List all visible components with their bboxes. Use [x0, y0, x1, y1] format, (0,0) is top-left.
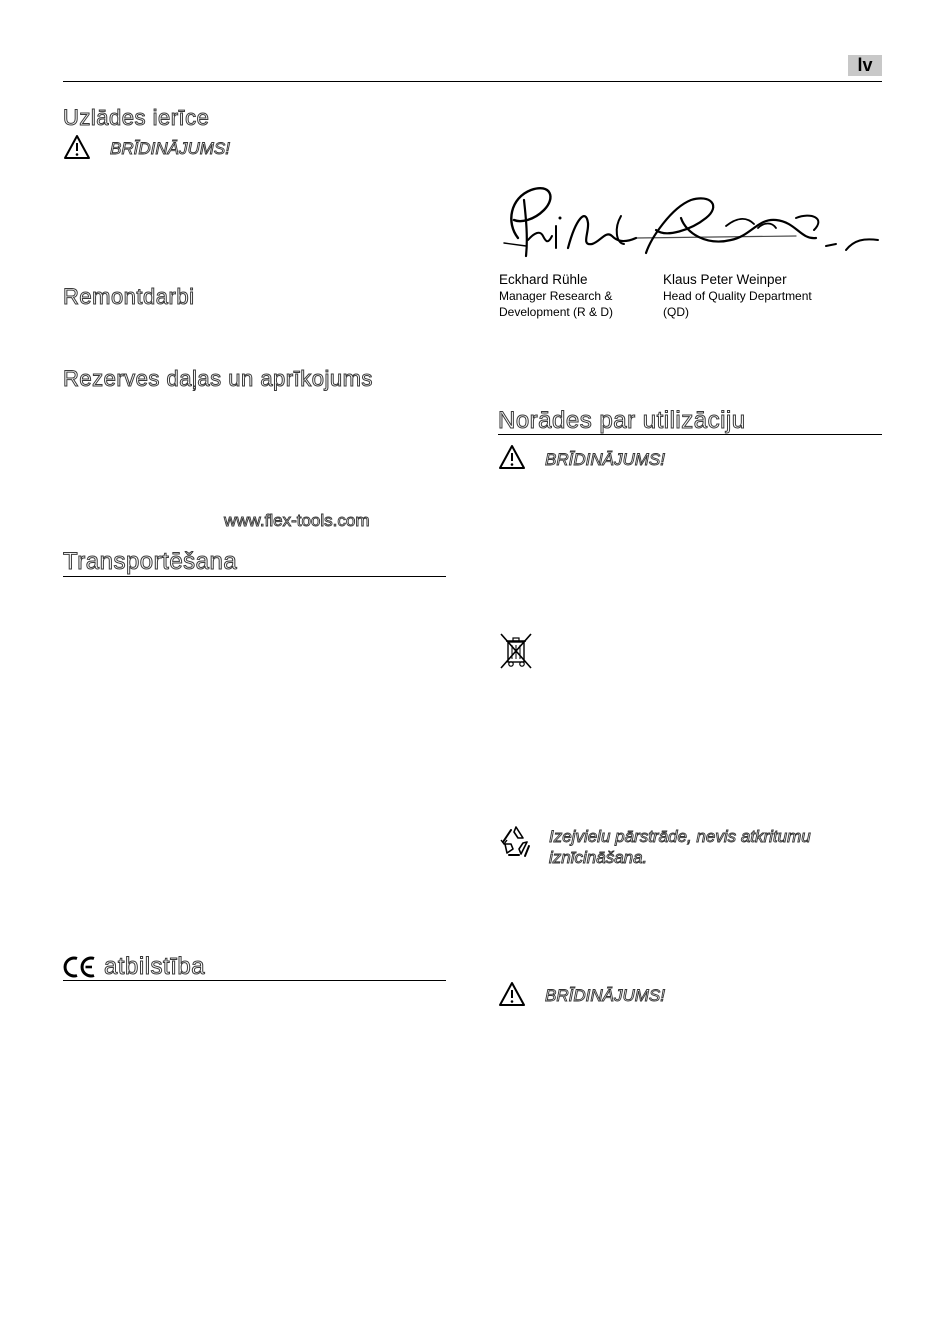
warning-label-charger: BRĪDINĀJUMS! — [110, 139, 230, 158]
heading-spare-parts: Rezerves daļas un aprīkojums — [63, 366, 373, 391]
website-link[interactable]: www.flex-tools.com — [224, 511, 370, 530]
ce-mark-icon — [63, 955, 97, 979]
header-rule — [63, 81, 882, 82]
signatory-name-2: Klaus Peter Weinper — [663, 272, 787, 287]
conformity-rule — [63, 980, 446, 981]
transport-rule — [63, 576, 446, 577]
language-badge: lv — [848, 55, 882, 76]
recycle-icon — [497, 822, 535, 860]
heading-transport: Transportēšana — [63, 548, 238, 575]
warning-label-disposal-2: BRĪDINĀJUMS! — [545, 986, 665, 1005]
signatory-name-1: Eckhard Rühle — [499, 272, 588, 287]
crossed-out-bin-icon — [498, 630, 534, 672]
heading-repair: Remontdarbi — [63, 284, 195, 309]
warning-label-disposal-1: BRĪDINĀJUMS! — [545, 450, 665, 469]
heading-disposal: Norādes par utilizāciju — [498, 407, 746, 434]
warning-triangle-icon — [498, 444, 526, 470]
signature-image — [496, 178, 881, 273]
warning-triangle-icon — [498, 981, 526, 1007]
recycling-note: Izejvielu pārstrāde, nevis atkritumu iznīcināšana. — [549, 827, 811, 867]
heading-conformity: atbilstība — [104, 953, 206, 980]
heading-charger: Uzlādes ierīce — [63, 105, 210, 130]
warning-triangle-icon — [63, 134, 91, 160]
signatory-role-2: Head of Quality Department (QD) — [663, 289, 812, 319]
signatory-role-1: Manager Research & Development (R & D) — [499, 289, 614, 319]
disposal-rule — [498, 434, 882, 435]
